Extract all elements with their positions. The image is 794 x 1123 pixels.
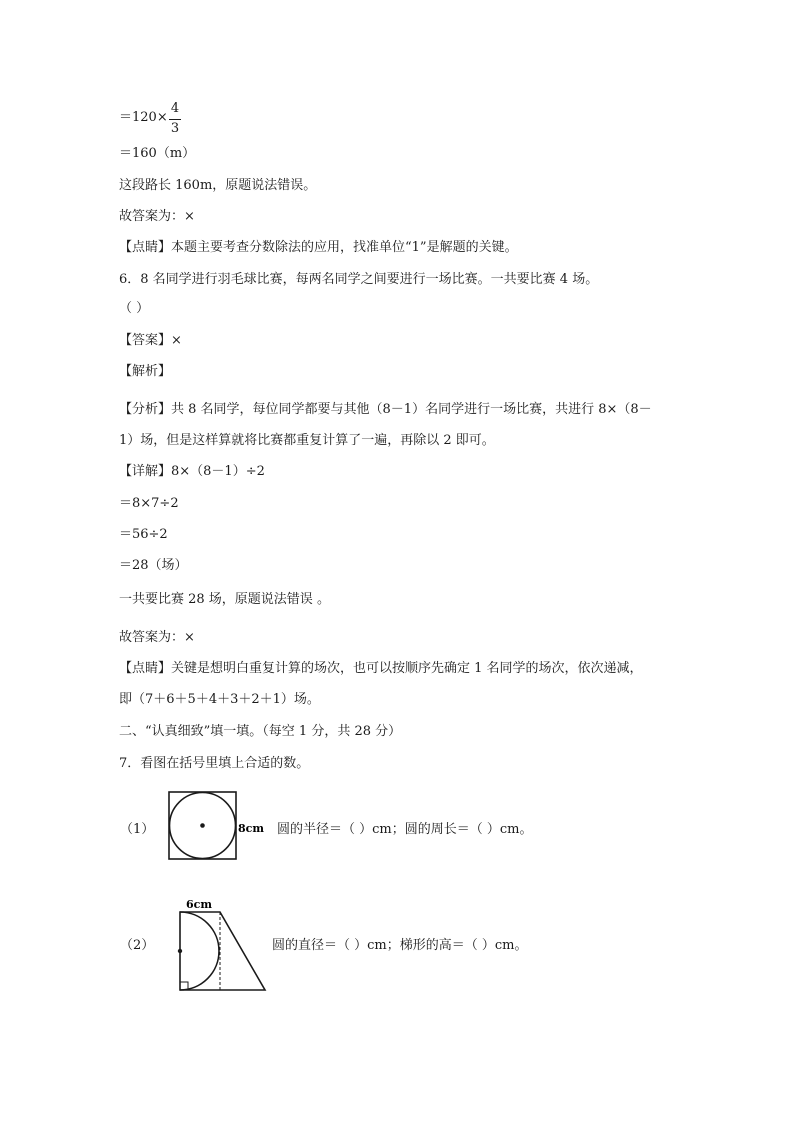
q7-part2-number: （2） — [120, 938, 155, 953]
q6-stem: 6．8 名同学进行羽毛球比赛，每两名同学之间要进行一场比赛。一共要比赛 4 场。 — [119, 272, 599, 287]
q6-jiexi: 【解析】 — [119, 364, 172, 379]
circle-center-dot — [200, 823, 205, 828]
diameter-midpoint-dot — [178, 949, 182, 953]
trapezoid-semicircle-figure — [172, 896, 282, 996]
expr-line-2: ＝160（m） — [119, 146, 196, 161]
q6-conclusion: 一共要比赛 28 场，原题说法错误 。 — [119, 592, 330, 607]
q6-dianjing-1: 【点睛】关键是想明白重复计算的场次，也可以按顺序先确定 1 名同学的场次，依次递减， — [119, 661, 643, 676]
fraction-numerator: 4 — [170, 101, 180, 116]
fraction-bar — [169, 119, 181, 120]
expr-line-1 — [119, 110, 168, 126]
semicircle-outline — [180, 912, 219, 990]
top-base-label: 6cm — [186, 898, 212, 911]
q6-dianjing-2: 即（7＋6＋5＋4＋3＋2＋1）场。 — [119, 692, 320, 707]
side-length-label: 8cm — [238, 822, 264, 835]
q6-blank: （ ） — [119, 301, 150, 316]
q6-step-3: ＝28（场） — [119, 558, 188, 573]
q6-step-1: ＝8×7÷2 — [119, 496, 179, 511]
q6-answer: 【答案】× — [119, 333, 182, 348]
q7-stem: 7．看图在括号里填上合适的数。 — [119, 756, 310, 771]
expr-prefix: ＝120× — [119, 110, 168, 125]
answer-line: 故答案为：× — [119, 209, 195, 224]
q7-part1-text: 圆的半径＝（ ）cm；圆的周长＝（ ）cm。 — [277, 822, 533, 837]
q6-step-2: ＝56÷2 — [119, 527, 168, 542]
dianjing-line: 【点睛】本题主要考查分数除法的应用，找准单位“1”是解题的关键。 — [119, 240, 518, 255]
q6-xiangjie: 【详解】8×（8－1）÷2 — [119, 464, 265, 479]
fraction-denominator: 3 — [170, 121, 180, 136]
trapezoid-outline — [180, 912, 265, 990]
conclusion-line: 这段路长 160m，原题说法错误。 — [119, 178, 317, 193]
q7-part2-text: 圆的直径＝（ ）cm；梯形的高＝（ ）cm。 — [272, 938, 528, 953]
q6-final: 故答案为：× — [119, 630, 195, 645]
q6-fenxi-1: 【分析】共 8 名同学，每位同学都要与其他（8－1）名同学进行一场比赛，共进行 8×（8－ — [119, 402, 652, 417]
q7-part1-number: （1） — [120, 822, 155, 837]
circle-in-square-figure — [168, 791, 268, 863]
q6-fenxi-2: 1）场，但是这样算就将比赛都重复计算了一遍，再除以 2 即可。 — [119, 433, 495, 448]
section-2-heading: 二、“认真细致”填一填。（每空 1 分，共 28 分） — [119, 724, 402, 739]
